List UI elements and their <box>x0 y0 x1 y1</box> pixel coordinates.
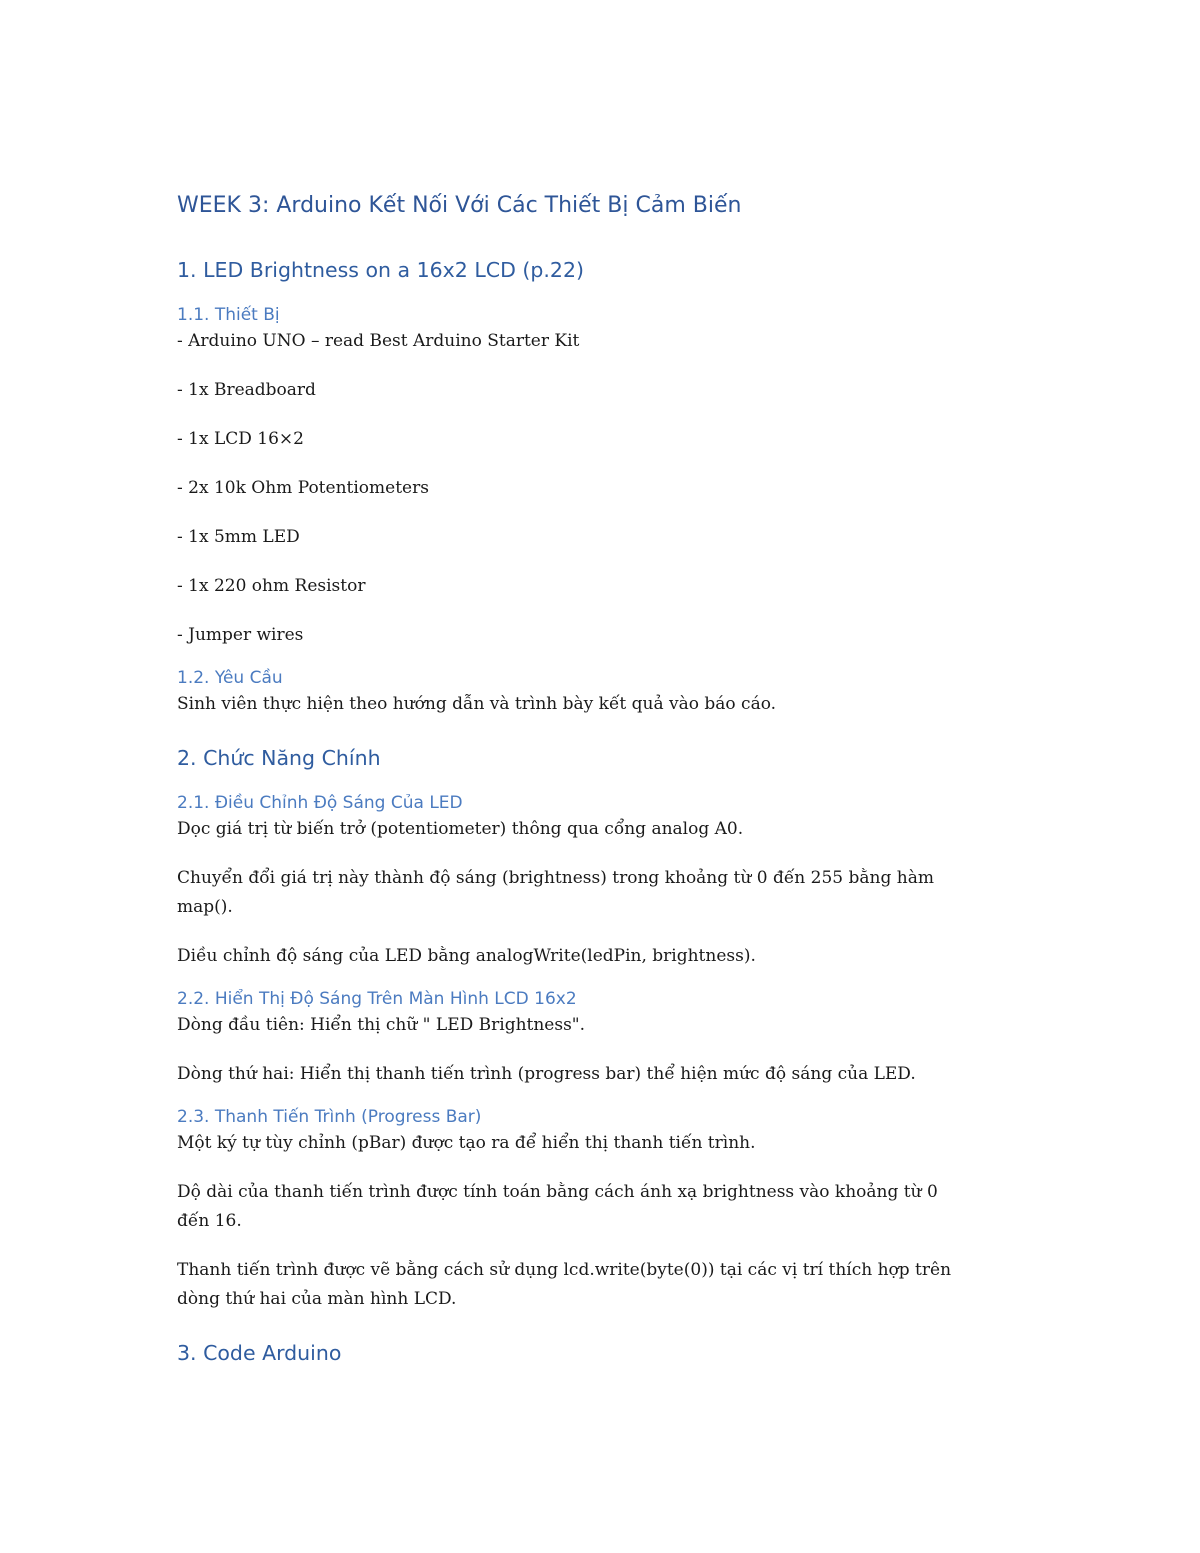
paragraph: Dòng đầu tiên: Hiển thị chữ " LED Brightness". <box>177 1015 586 1035</box>
section-1-1-heading: 1.1. Thiết Bị <box>177 305 280 325</box>
paragraph: Thanh tiến trình được vẽ bằng cách sử dụng lcd.write(byte(0)) tại các vị trí thích hợp trên <box>177 1260 952 1280</box>
equipment-item: - 1x 5mm LED <box>177 527 300 547</box>
paragraph-continuation: đến 16. <box>177 1211 242 1231</box>
equipment-item: - 1x 220 ohm Resistor <box>177 576 366 596</box>
paragraph: Dòng thứ hai: Hiển thị thanh tiến trình (progress bar) thể hiện mức độ sáng của LED. <box>177 1064 916 1084</box>
paragraph: Diều chỉnh độ sáng của LED bằng analogWrite(ledPin, brightness). <box>177 946 756 966</box>
section-2-heading: 2. Chức Năng Chính <box>177 746 381 770</box>
document-page <box>177 190 1037 1368</box>
paragraph-continuation: dòng thứ hai của màn hình LCD. <box>177 1289 457 1309</box>
requirement-text: Sinh viên thực hiện theo hướng dẫn và trình bày kết quả vào báo cáo. <box>177 694 777 714</box>
section-2-1-heading: 2.1. Điều Chỉnh Độ Sáng Của LED <box>177 793 463 813</box>
section-2-3-heading: 2.3. Thanh Tiến Trình (Progress Bar) <box>177 1107 482 1127</box>
equipment-item: - Jumper wires <box>177 625 304 645</box>
paragraph: Một ký tự tùy chỉnh (pBar) được tạo ra để hiển thị thanh tiến trình. <box>177 1133 756 1153</box>
equipment-item: - 2x 10k Ohm Potentiometers <box>177 478 429 498</box>
section-1-2-heading: 1.2. Yêu Cầu <box>177 668 283 688</box>
equipment-item: - 1x LCD 16×2 <box>177 429 304 449</box>
document-title: WEEK 3: Arduino Kết Nối Với Các Thiết Bị Cảm Biến <box>177 193 742 218</box>
section-2-2-heading: 2.2. Hiển Thị Độ Sáng Trên Màn Hình LCD 16x2 <box>177 989 577 1009</box>
paragraph: Dộ dài của thanh tiến trình được tính toán bằng cách ánh xạ brightness vào khoảng từ 0 <box>177 1182 938 1202</box>
equipment-item: - Arduino UNO – read Best Arduino Starter Kit <box>177 331 580 351</box>
paragraph-continuation: map(). <box>177 897 233 917</box>
section-3-heading: 3. Code Arduino <box>177 1341 342 1365</box>
equipment-item: - 1x Breadboard <box>177 380 316 400</box>
section-1-heading: 1. LED Brightness on a 16x2 LCD (p.22) <box>177 258 585 282</box>
paragraph: Dọc giá trị từ biến trở (potentiometer) thông qua cổng analog A0. <box>177 819 744 839</box>
paragraph: Chuyển đổi giá trị này thành độ sáng (brightness) trong khoảng từ 0 đến 255 bằng hàm <box>177 868 934 888</box>
